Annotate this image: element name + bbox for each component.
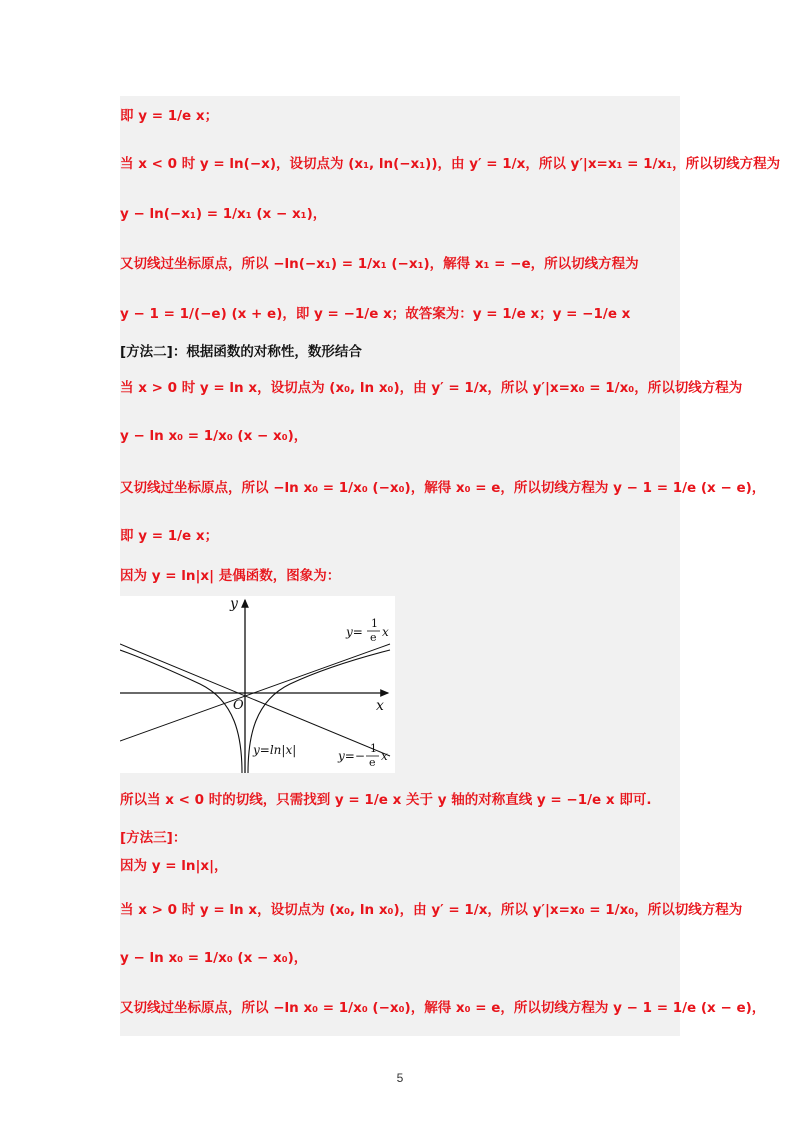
tangent-negative-frac-den: e: [369, 756, 376, 769]
origin-label: O: [233, 698, 244, 713]
text-line-10: 即 y = 1/e x；: [120, 528, 219, 544]
tangent-positive-var: x: [382, 625, 389, 639]
text-line-3: y − ln(−x₁) = 1/x₁ (x − x₁)，: [120, 206, 327, 222]
curve-ln-abs-x-left: [120, 650, 242, 773]
text-line-7: 当 x > 0 时 y = ln x，设切点为 (x₀, ln x₀)，由 y′ = 1/x，所以 y′|x=x₀ = 1/x₀，所以切线方程为: [120, 380, 743, 396]
tangent-line-negative: [120, 644, 390, 756]
text-line-14: 因为 y = ln|x|，: [120, 858, 228, 874]
tangent-negative-var: x: [381, 749, 388, 763]
text-line-17: 又切线过坐标原点，所以 −ln x₀ = 1/x₀ (−x₀)，解得 x₀ = e，所以切线方程为 y − 1 = 1/e (x − e)，: [120, 1000, 766, 1016]
text-line-2: 当 x < 0 时 y = ln(−x)，设切点为 (x₁, ln(−x₁))，由 y′ = 1/x，所以 y′|x=x₁ = 1/x₁，所以切线方程为: [120, 156, 781, 172]
tangent-negative-frac-num: 1: [370, 742, 377, 755]
x-axis-label: x: [376, 698, 384, 714]
function-graph: [120, 596, 395, 773]
text-line-4: 又切线过坐标原点，所以 −ln(−x₁) = 1/x₁ (−x₁)，解得 x₁ = −e，所以切线方程为: [120, 256, 639, 272]
y-axis-label: y: [230, 596, 238, 612]
text-line-1: 即 y = 1/e x；: [120, 108, 219, 124]
text-line-11: 因为 y = ln|x| 是偶函数，图象为：: [120, 568, 341, 584]
document-body: [120, 96, 781, 1036]
text-line-16: y − ln x₀ = 1/x₀ (x − x₀)，: [120, 950, 308, 966]
curve-label: y=ln|x|: [253, 743, 297, 757]
section-heading-method3: [方法三]：: [120, 830, 187, 846]
text-line-15: 当 x > 0 时 y = ln x，设切点为 (x₀, ln x₀)，由 y′ = 1/x，所以 y′|x=x₀ = 1/x₀，所以切线方程为: [120, 902, 743, 918]
text-line-9: 又切线过坐标原点，所以 −ln x₀ = 1/x₀ (−x₀)，解得 x₀ = e，所以切线方程为 y − 1 = 1/e (x − e)，: [120, 480, 766, 496]
tangent-positive-frac-den: e: [370, 631, 377, 644]
section-heading-method2: [方法二]：根据函数的对称性，数形结合: [120, 344, 362, 360]
tangent-positive-frac-num: 1: [371, 617, 378, 630]
text-line-12: 所以当 x < 0 时的切线，只需找到 y = 1/e x 关于 y 轴的对称直线 y = −1/e x 即可.: [120, 792, 652, 808]
tangent-negative-label: y=−: [338, 749, 365, 763]
text-line-8: y − ln x₀ = 1/x₀ (x − x₀)，: [120, 428, 308, 444]
tangent-positive-label: y=: [346, 625, 363, 639]
text-line-5: y − 1 = 1/(−e) (x + e)，即 y = −1/e x；故答案为：y = 1/e x；y = −1/e x: [120, 306, 631, 322]
page-number: 5: [396, 1071, 404, 1085]
